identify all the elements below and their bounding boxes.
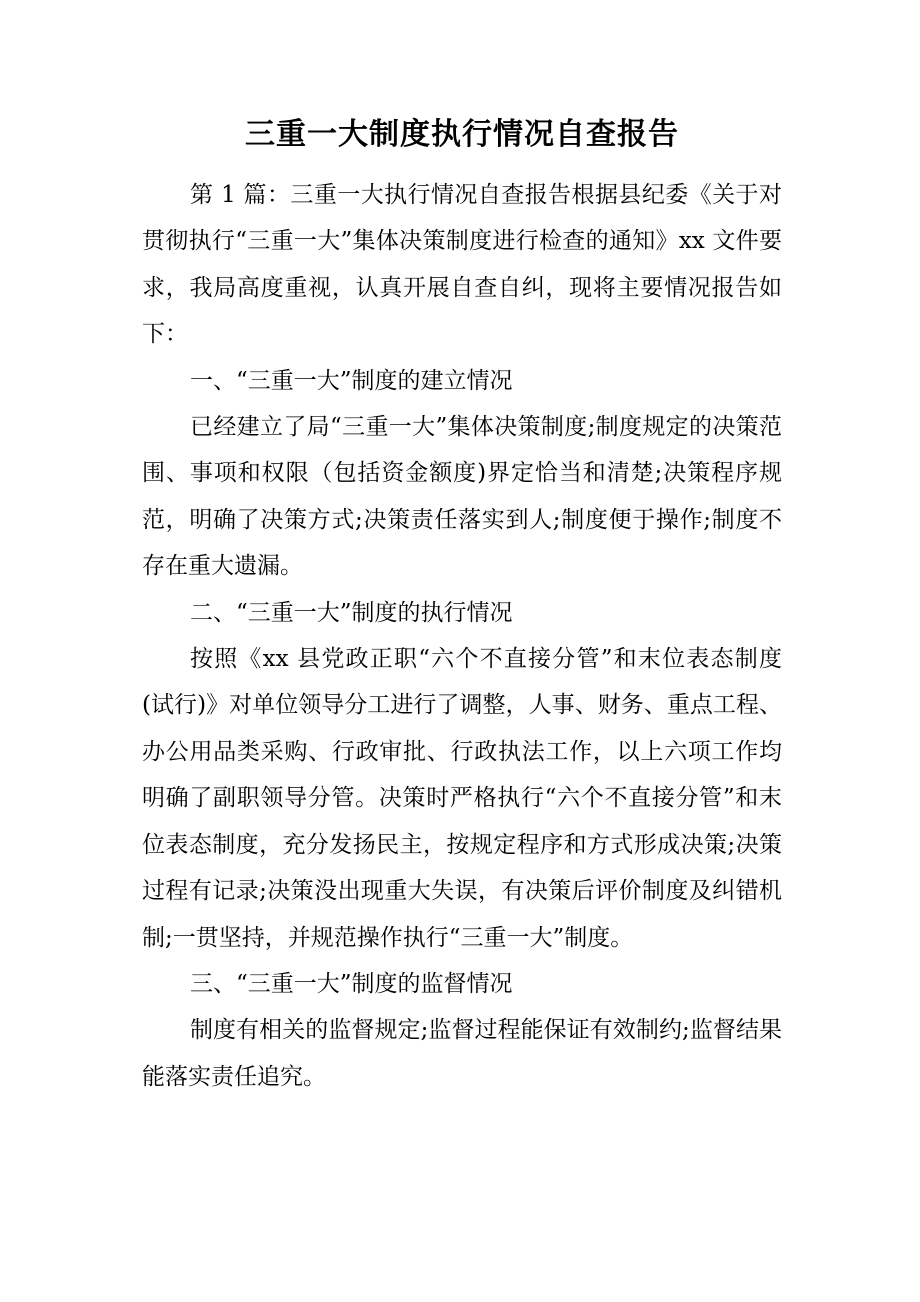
section-heading-2: 二、“三重一大”制度的执行情况 bbox=[190, 599, 513, 626]
intro-paragraph: 第 1 篇：三重一大执行情况自查报告根据县纪委《关于对贯彻执行“三重一大”集体决策制度进行检查的通知》xx 文件要求，我局高度重视，认真开展自查自纠，现将主要情况报告如下： bbox=[142, 182, 782, 348]
section-body-2: 按照《xx 县党政正职“六个不直接分管”和末位表态制度(试行)》对单位领导分工进行了调整，人事、财务、重点工程、办公用品类采购、行政审批、行政执法工作，以上六项工作均明确了副职领导分管。决策时严格执行“六个不直接分管”和末位表态制度，充分发扬民主，按规定程序和方式形成决策;决策过程有记录;决策没出现重大失误，有决策后评价制度及纠错机制;一贯坚持，并规范操作执行“三重一大”制度。 bbox=[142, 646, 782, 951]
document-title: 三重一大制度执行情况自查报告 bbox=[245, 117, 679, 152]
section-heading-3: 三、“三重一大”制度的监督情况 bbox=[190, 970, 513, 997]
section-body-3: 制度有相关的监督规定;监督过程能保证有效制约;监督结果能落实责任追究。 bbox=[142, 1017, 782, 1090]
section-heading-1: 一、“三重一大”制度的建立情况 bbox=[190, 367, 513, 394]
section-body-1: 已经建立了局“三重一大”集体决策制度;制度规定的决策范围、事项和权限（包括资金额度)界定恰当和清楚;决策程序规范，明确了决策方式;决策责任落实到人;制度便于操作;制度不存在重大遗漏。 bbox=[142, 414, 782, 580]
